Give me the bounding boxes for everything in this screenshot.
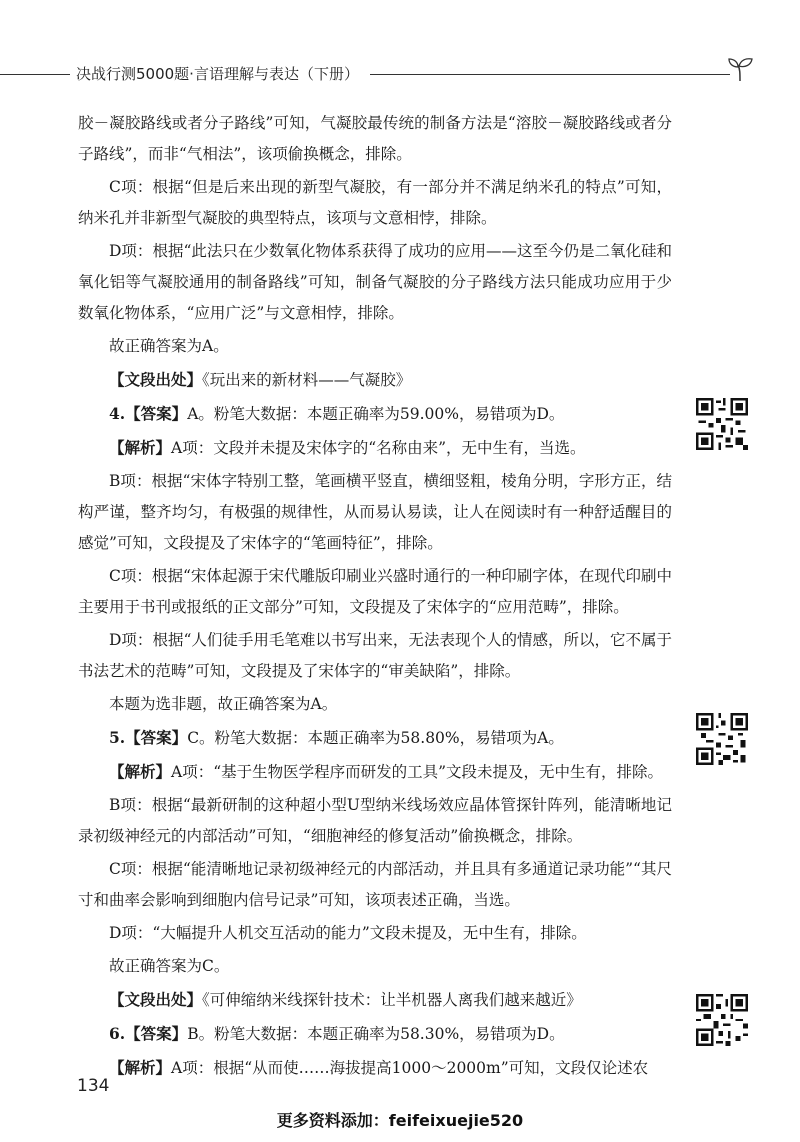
header-rule-right bbox=[370, 74, 730, 75]
paragraph: D项：根据“此法只在少数氧化物体系获得了成功的应用——这至今仍是二氧化硅和氧化铝等气凝胶通用的制备路线”可知，制备气凝胶的分子路线方法只能成功应用于少数氧化物体系，“应用广泛”与文意相悖，排除。 bbox=[78, 242, 672, 322]
qr-code-icon bbox=[696, 713, 748, 765]
paragraph: 胶－凝胶路线或者分子路线”可知，气凝胶最传统的制备方法是“溶胶－凝胶路线或者分子路线”，而非“气相法”，该项偷换概念，排除。 bbox=[78, 114, 672, 163]
answer-line: 4.【答案】A。粉笔大数据：本题正确率为59.00%，易错项为D。 bbox=[109, 404, 565, 423]
analysis-line: 【解析】A项：“基于生物医学程序而研发的工具”文段未提及，无中生有，排除。 bbox=[109, 762, 664, 781]
page-header bbox=[0, 55, 800, 95]
analysis-line: 【解析】A项：文段并未提及宋体字的“名称由来”，无中生有，当选。 bbox=[109, 438, 586, 457]
page-number: 134 bbox=[77, 1076, 110, 1096]
paragraph: C项：根据“但是后来出现的新型气凝胶，有一部分并不满足纳米孔的特点”可知，纳米孔并非新型气凝胶的典型特点，该项与文意相悖，排除。 bbox=[78, 178, 672, 227]
qr-code-q5[interactable] bbox=[696, 713, 748, 765]
paragraph: 故正确答案为A。 bbox=[109, 337, 229, 355]
paragraph: C项：根据“能清晰地记录初级神经元的内部活动，并且具有多通道记录功能”“其尺寸和曲率会影响到细胞内信号记录”可知，该项表述正确，当选。 bbox=[78, 860, 672, 909]
answer-explanations bbox=[78, 108, 672, 1086]
header-rule-left bbox=[0, 74, 70, 75]
paragraph: C项：根据“宋体起源于宋代雕版印刷业兴盛时通行的一种印刷字体，在现代印刷中主要用于书刊或报纸的正文部分”可知，文段提及了宋体字的“应用范畴”，排除。 bbox=[78, 567, 672, 616]
paragraph: 故正确答案为C。 bbox=[109, 957, 230, 975]
paragraph: B项：根据“最新研制的这种超小型U型纳米线场效应晶体管探针阵列，能清晰地记录初级神经元的内部活动”可知，“细胞神经的修复活动”偷换概念，排除。 bbox=[78, 796, 672, 845]
paragraph: 本题为选非题，故正确答案为A。 bbox=[109, 695, 338, 713]
paragraph: D项：根据“人们徒手用毛笔难以书写出来，无法表现个人的情感，所以，它不属于书法艺术的范畴”可知，文段提及了宋体字的“审美缺陷”，排除。 bbox=[78, 631, 672, 680]
answer-line: 5.【答案】C。粉笔大数据：本题正确率为58.80%，易错项为A。 bbox=[109, 728, 564, 747]
paragraph: B项：根据“宋体字特别工整，笔画横平竖直，横细竖粗，棱角分明，字形方正，结构严谨，整齐均匀，有极强的规律性，从而易认易读，让人在阅读时有一种舒适醒目的感觉”可知，文段提及了宋体字的“笔画特征”，排除。 bbox=[78, 472, 672, 552]
qr-code-q4[interactable] bbox=[696, 398, 748, 450]
qr-code-icon bbox=[696, 398, 748, 450]
paragraph: D项：“大幅提升人机交互活动的能力”文段未提及，无中生有，排除。 bbox=[109, 924, 587, 942]
sprout-icon bbox=[726, 55, 756, 85]
footer-note: 更多资料添加：feifeixuejie520 bbox=[276, 1111, 524, 1130]
source-citation: 【文段出处】《玩出来的新材料——气凝胶》 bbox=[109, 370, 412, 389]
source-citation: 【文段出处】《可伸缩纳米线探针技术：让半机器人离我们越来越近》 bbox=[109, 990, 582, 1009]
qr-code-q6[interactable] bbox=[696, 994, 748, 1046]
qr-code-icon bbox=[696, 994, 748, 1046]
header-title: 决战行测5000题·言语理解与表达（下册） bbox=[76, 65, 359, 83]
answer-line: 6.【答案】B。粉笔大数据：本题正确率为58.30%，易错项为D。 bbox=[109, 1024, 565, 1043]
analysis-line: 【解析】A项：根据“从而使……海拔提高1000～2000m”可知，文段仅论述农 bbox=[109, 1058, 649, 1077]
